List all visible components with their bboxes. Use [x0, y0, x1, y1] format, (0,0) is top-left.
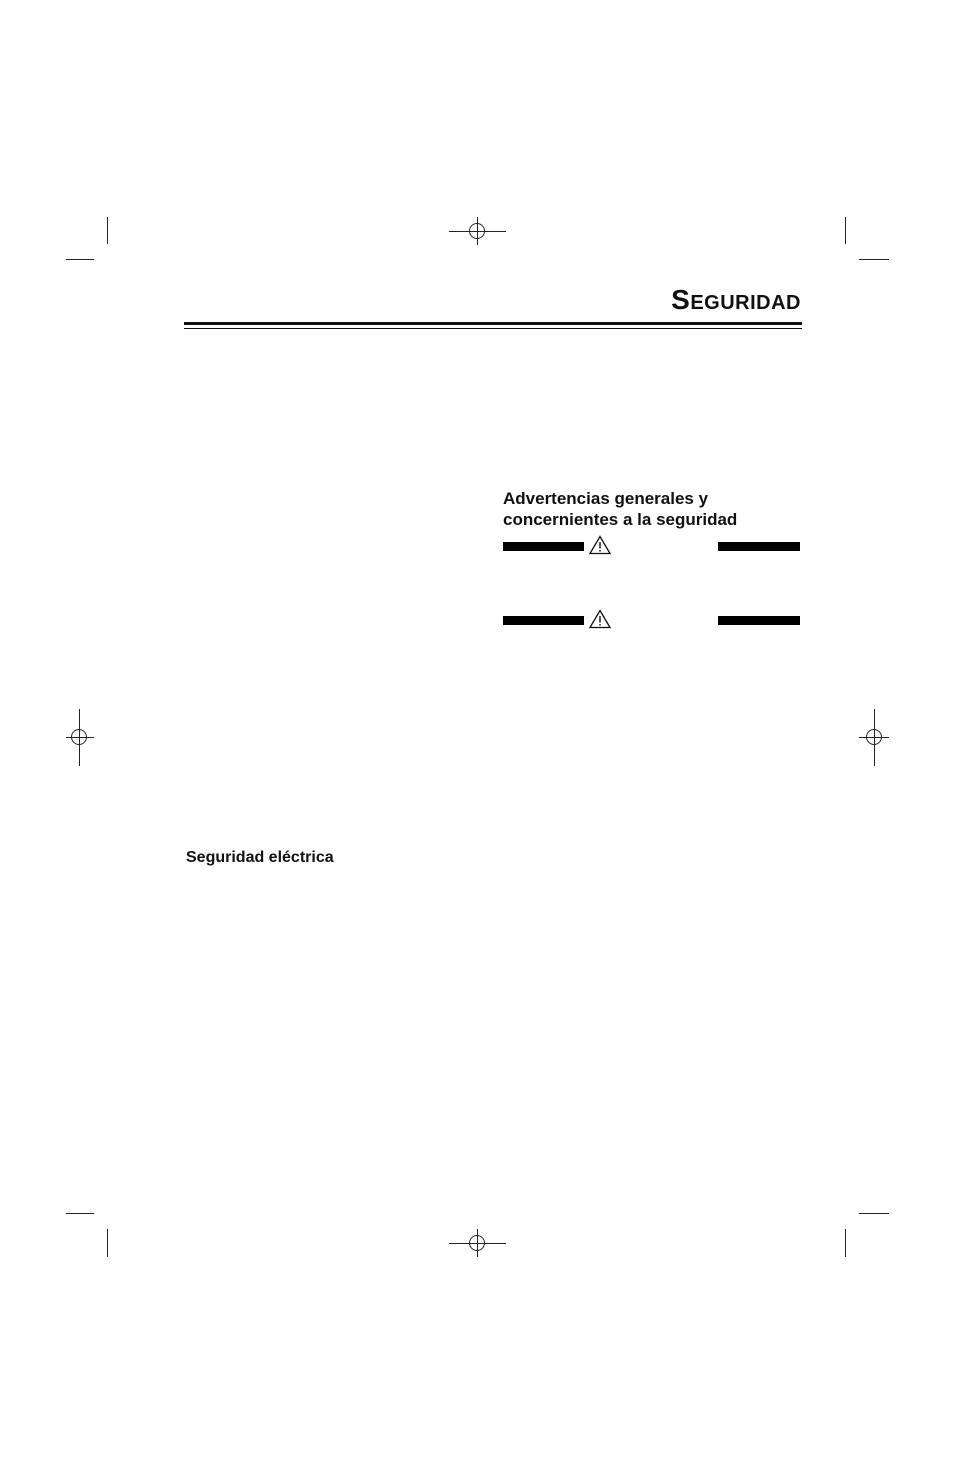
registration-mark-bottom-circle — [469, 1235, 485, 1251]
warning-banner-2-left-bar — [503, 616, 584, 625]
warning-triangle-icon — [589, 609, 611, 629]
crop-mark-bottom-left-horizontal — [66, 1213, 94, 1214]
registration-mark-right-circle — [866, 729, 882, 745]
title-rule-thick — [184, 322, 802, 325]
crop-mark-bottom-left-vertical — [107, 1229, 108, 1257]
electrical-safety-heading: Seguridad eléctrica — [186, 849, 334, 866]
title-rule-thin — [184, 328, 802, 329]
crop-mark-top-right-horizontal — [859, 259, 889, 260]
crop-mark-top-left-vertical — [107, 217, 108, 244]
registration-mark-left-circle — [71, 729, 87, 745]
page-title: Seguridad — [671, 284, 801, 315]
warning-banner-1-left-bar — [503, 542, 584, 551]
crop-mark-bottom-right-vertical — [845, 1229, 846, 1257]
crop-mark-top-left-horizontal — [66, 259, 94, 260]
general-warnings-heading-line1: Advertencias generales y — [503, 489, 709, 508]
general-warnings-heading-line2: concernientes a la seguridad — [503, 510, 738, 529]
warning-banner-2-right-bar — [718, 616, 800, 625]
general-warnings-heading — [503, 488, 803, 530]
registration-mark-top-circle — [469, 223, 485, 239]
warning-triangle-icon — [589, 535, 611, 555]
crop-mark-bottom-right-horizontal — [859, 1213, 889, 1214]
warning-banner-1-right-bar — [718, 542, 800, 551]
crop-mark-top-right-vertical — [845, 217, 846, 244]
